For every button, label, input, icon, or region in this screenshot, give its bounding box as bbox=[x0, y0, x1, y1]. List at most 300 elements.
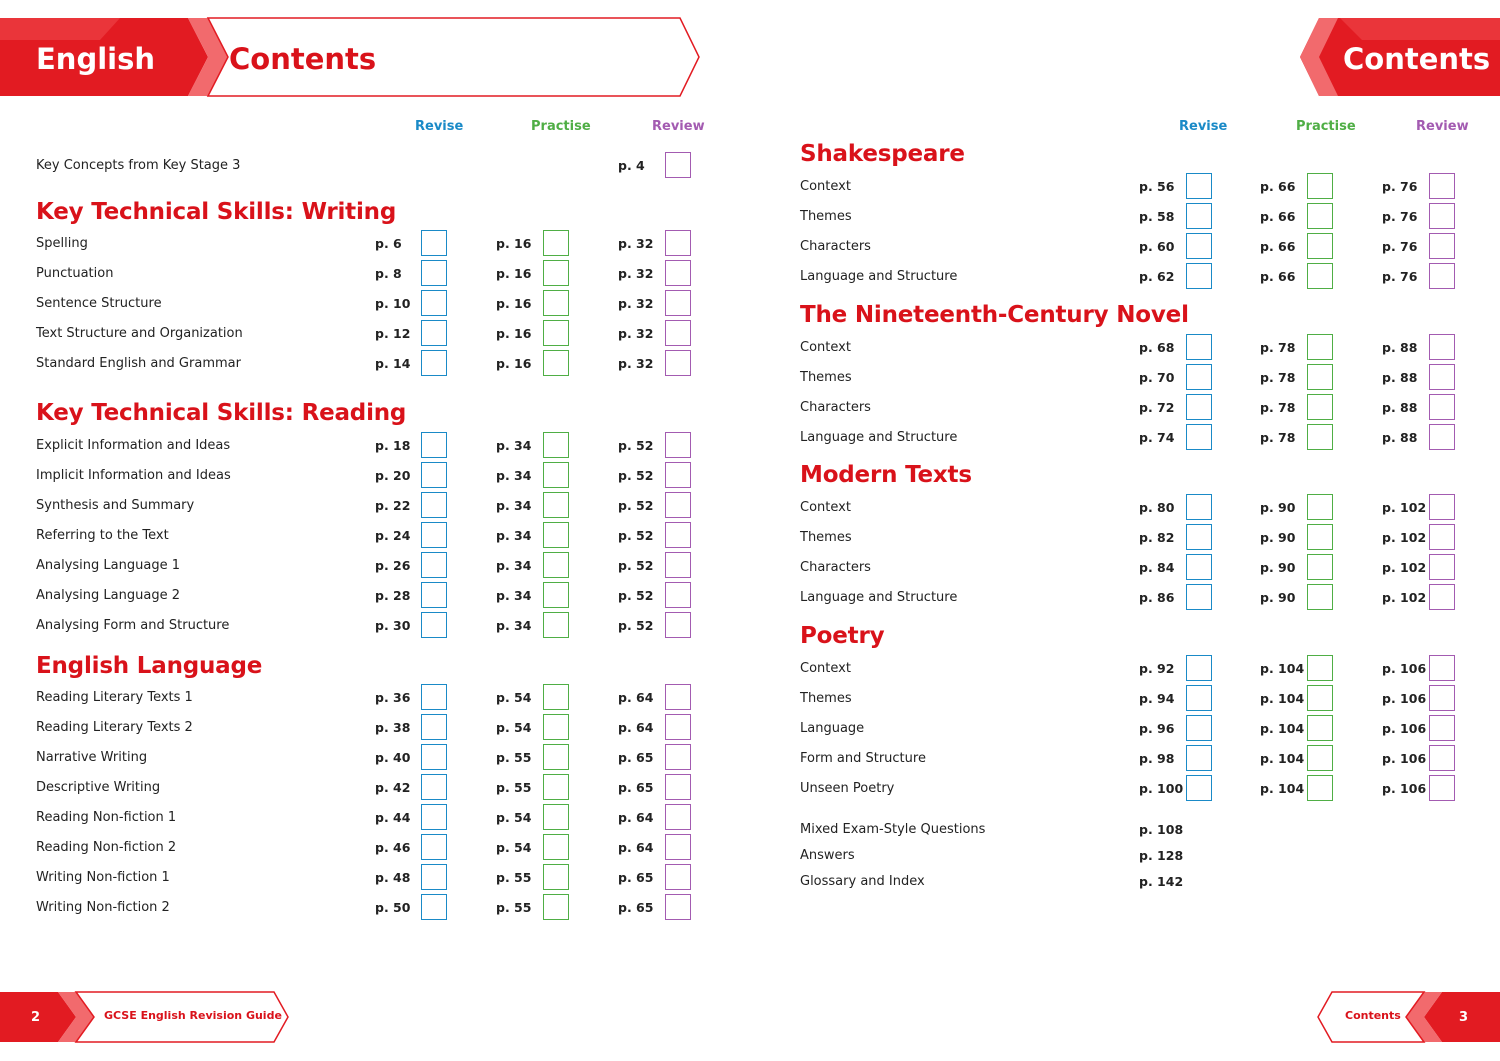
page-title-right: Contents bbox=[1343, 42, 1491, 76]
practise-page: p. 54 bbox=[496, 810, 532, 825]
revise-page: p. 56 bbox=[1139, 179, 1175, 194]
revise-checkbox[interactable] bbox=[421, 522, 447, 548]
column-header-revise: Revise bbox=[415, 119, 464, 134]
practise-checkbox[interactable] bbox=[543, 552, 569, 578]
practise-checkbox[interactable] bbox=[543, 230, 569, 256]
review-checkbox[interactable] bbox=[1429, 715, 1455, 741]
review-checkbox[interactable] bbox=[665, 290, 691, 316]
review-page: p. 76 bbox=[1382, 269, 1418, 284]
review-checkbox[interactable] bbox=[665, 684, 691, 710]
row-label: Themes bbox=[800, 209, 852, 224]
revise-checkbox[interactable] bbox=[1186, 554, 1212, 580]
review-page: p. 88 bbox=[1382, 430, 1418, 445]
row-label: Reading Literary Texts 2 bbox=[36, 720, 193, 735]
review-checkbox[interactable] bbox=[1429, 584, 1455, 610]
review-checkbox[interactable] bbox=[1429, 424, 1455, 450]
footer-book-title: GCSE English Revision Guide bbox=[104, 1009, 282, 1022]
revise-page: p. 14 bbox=[375, 356, 411, 371]
revise-checkbox[interactable] bbox=[421, 804, 447, 830]
row-label: Key Concepts from Key Stage 3 bbox=[36, 158, 241, 173]
review-page: p. 102 bbox=[1382, 560, 1427, 575]
row-label: Spelling bbox=[36, 236, 88, 251]
practise-checkbox[interactable] bbox=[543, 432, 569, 458]
review-checkbox[interactable] bbox=[1429, 334, 1455, 360]
row-label: Language and Structure bbox=[800, 269, 958, 284]
page-ref: p. 142 bbox=[1139, 874, 1184, 889]
contents-row bbox=[36, 611, 696, 641]
review-checkbox[interactable] bbox=[1429, 233, 1455, 259]
contents-row bbox=[36, 773, 696, 803]
row-label: Writing Non-fiction 1 bbox=[36, 870, 170, 885]
contents-row bbox=[800, 684, 1460, 714]
revise-page: p. 72 bbox=[1139, 400, 1175, 415]
contents-row bbox=[800, 393, 1460, 423]
practise-page: p. 90 bbox=[1260, 530, 1296, 545]
practise-page: p. 16 bbox=[496, 326, 532, 341]
practise-checkbox[interactable] bbox=[543, 744, 569, 770]
revise-checkbox[interactable] bbox=[421, 230, 447, 256]
review-checkbox[interactable] bbox=[1429, 494, 1455, 520]
practise-page: p. 104 bbox=[1260, 781, 1305, 796]
revise-page: p. 20 bbox=[375, 468, 411, 483]
contents-row-key-concepts bbox=[36, 151, 696, 181]
revise-checkbox[interactable] bbox=[421, 864, 447, 890]
revise-page: p. 50 bbox=[375, 900, 411, 915]
revise-checkbox[interactable] bbox=[421, 290, 447, 316]
page-number-left: 2 bbox=[31, 1010, 41, 1025]
contents-row bbox=[800, 423, 1460, 453]
contents-row bbox=[36, 863, 696, 893]
practise-checkbox[interactable] bbox=[543, 290, 569, 316]
row-label: Themes bbox=[800, 530, 852, 545]
practise-page: p. 66 bbox=[1260, 239, 1296, 254]
contents-row bbox=[800, 363, 1460, 393]
row-label: Referring to the Text bbox=[36, 528, 169, 543]
review-page: p. 106 bbox=[1382, 721, 1427, 736]
contents-row bbox=[36, 743, 696, 773]
practise-page: p. 78 bbox=[1260, 370, 1296, 385]
row-label: Standard English and Grammar bbox=[36, 356, 241, 371]
column-header-review-right: Review bbox=[1416, 119, 1469, 134]
revise-checkbox[interactable] bbox=[421, 714, 447, 740]
practise-page: p. 66 bbox=[1260, 209, 1296, 224]
review-page: p. 32 bbox=[618, 266, 654, 281]
row-label: Language bbox=[800, 721, 865, 736]
practise-checkbox[interactable] bbox=[543, 492, 569, 518]
revise-checkbox[interactable] bbox=[1186, 173, 1212, 199]
revise-page: p. 42 bbox=[375, 780, 411, 795]
contents-row bbox=[36, 581, 696, 611]
review-checkbox[interactable] bbox=[665, 350, 691, 376]
practise-page: p. 55 bbox=[496, 900, 532, 915]
review-page: p. 32 bbox=[618, 296, 654, 311]
contents-row bbox=[800, 523, 1460, 553]
review-page: p. 64 bbox=[618, 810, 654, 825]
practise-checkbox[interactable] bbox=[1307, 655, 1333, 681]
review-page: p. 88 bbox=[1382, 400, 1418, 415]
row-label: Descriptive Writing bbox=[36, 780, 161, 795]
contents-row bbox=[800, 202, 1460, 232]
review-checkbox[interactable] bbox=[665, 260, 691, 286]
review-checkbox[interactable] bbox=[665, 432, 691, 458]
revise-page: p. 38 bbox=[375, 720, 411, 735]
review-page: p. 88 bbox=[1382, 370, 1418, 385]
revise-checkbox[interactable] bbox=[1186, 233, 1212, 259]
practise-checkbox[interactable] bbox=[543, 864, 569, 890]
review-page: p. 52 bbox=[618, 468, 654, 483]
contents-row bbox=[36, 521, 696, 551]
review-page: p. 52 bbox=[618, 618, 654, 633]
revise-checkbox[interactable] bbox=[421, 684, 447, 710]
row-label: Unseen Poetry bbox=[800, 781, 895, 796]
practise-checkbox[interactable] bbox=[1307, 584, 1333, 610]
contents-row bbox=[800, 333, 1460, 363]
contents-row bbox=[36, 491, 696, 521]
review-checkbox[interactable] bbox=[1429, 554, 1455, 580]
review-page: p. 76 bbox=[1382, 179, 1418, 194]
practise-checkbox[interactable] bbox=[543, 804, 569, 830]
contents-row bbox=[800, 583, 1460, 613]
review-checkbox[interactable] bbox=[665, 320, 691, 346]
review-checkbox[interactable] bbox=[665, 804, 691, 830]
revise-page: p. 48 bbox=[375, 870, 411, 885]
row-label: Answers bbox=[800, 848, 855, 863]
review-page: p. 65 bbox=[618, 780, 654, 795]
review-page: p. 64 bbox=[618, 690, 654, 705]
practise-checkbox[interactable] bbox=[543, 522, 569, 548]
row-label: Characters bbox=[800, 400, 871, 415]
row-label: Reading Non-fiction 1 bbox=[36, 810, 177, 825]
revise-checkbox[interactable] bbox=[1186, 584, 1212, 610]
review-checkbox[interactable] bbox=[1429, 524, 1455, 550]
revise-checkbox[interactable] bbox=[1186, 334, 1212, 360]
revise-checkbox[interactable] bbox=[421, 834, 447, 860]
practise-page: p. 78 bbox=[1260, 340, 1296, 355]
revise-checkbox[interactable] bbox=[1186, 203, 1212, 229]
practise-page: p. 34 bbox=[496, 558, 532, 573]
row-label: Reading Non-fiction 2 bbox=[36, 840, 177, 855]
row-label: Characters bbox=[800, 239, 871, 254]
practise-checkbox[interactable] bbox=[543, 320, 569, 346]
review-checkbox[interactable] bbox=[665, 864, 691, 890]
contents-row bbox=[800, 172, 1460, 202]
review-checkbox[interactable] bbox=[665, 612, 691, 638]
review-page: p. 102 bbox=[1382, 590, 1427, 605]
review-page: p. 32 bbox=[618, 326, 654, 341]
revise-page: p. 96 bbox=[1139, 721, 1175, 736]
row-label: Narrative Writing bbox=[36, 750, 148, 765]
practise-page: p. 104 bbox=[1260, 721, 1305, 736]
review-page: p. 52 bbox=[618, 498, 654, 513]
practise-page: p. 78 bbox=[1260, 430, 1296, 445]
practise-checkbox[interactable] bbox=[1307, 685, 1333, 711]
contents-row bbox=[36, 713, 696, 743]
page-number-right: 3 bbox=[1459, 1010, 1469, 1025]
row-label: Themes bbox=[800, 691, 852, 706]
revise-page: p. 46 bbox=[375, 840, 411, 855]
revise-checkbox[interactable] bbox=[421, 492, 447, 518]
practise-page: p. 16 bbox=[496, 266, 532, 281]
revise-page: p. 26 bbox=[375, 558, 411, 573]
section-title: Poetry bbox=[800, 623, 885, 649]
review-page: p. 52 bbox=[618, 558, 654, 573]
review-page: p. 102 bbox=[1382, 500, 1427, 515]
revise-checkbox[interactable] bbox=[1186, 524, 1212, 550]
revise-page: p. 86 bbox=[1139, 590, 1175, 605]
row-label: Language and Structure bbox=[800, 430, 958, 445]
column-header-revise-right: Revise bbox=[1179, 119, 1228, 134]
review-checkbox[interactable] bbox=[1429, 173, 1455, 199]
row-label: Context bbox=[800, 340, 851, 355]
practise-page: p. 66 bbox=[1260, 179, 1296, 194]
footer-section-title: Contents bbox=[1345, 1009, 1401, 1022]
row-label: Context bbox=[800, 500, 851, 515]
practise-checkbox[interactable] bbox=[543, 774, 569, 800]
row-label: Reading Literary Texts 1 bbox=[36, 690, 193, 705]
revise-page: p. 94 bbox=[1139, 691, 1175, 706]
practise-checkbox[interactable] bbox=[543, 582, 569, 608]
contents-row bbox=[36, 461, 696, 491]
revise-checkbox[interactable] bbox=[421, 612, 447, 638]
practise-page: p. 16 bbox=[496, 236, 532, 251]
row-label: Analysing Language 2 bbox=[36, 588, 180, 603]
practise-checkbox[interactable] bbox=[1307, 233, 1333, 259]
practise-page: p. 66 bbox=[1260, 269, 1296, 284]
contents-row-extra bbox=[800, 867, 1200, 897]
practise-page: p. 34 bbox=[496, 438, 532, 453]
contents-row bbox=[800, 654, 1460, 684]
practise-page: p. 54 bbox=[496, 720, 532, 735]
contents-row bbox=[36, 349, 696, 379]
revise-page: p. 12 bbox=[375, 326, 411, 341]
row-label: Context bbox=[800, 661, 851, 676]
revise-checkbox[interactable] bbox=[1186, 745, 1212, 771]
practise-checkbox[interactable] bbox=[1307, 554, 1333, 580]
review-checkbox[interactable] bbox=[1429, 775, 1455, 801]
review-checkbox[interactable] bbox=[1429, 685, 1455, 711]
review-checkbox[interactable] bbox=[665, 582, 691, 608]
practise-page: p. 55 bbox=[496, 750, 532, 765]
review-checkbox[interactable] bbox=[665, 230, 691, 256]
review-checkbox[interactable] bbox=[665, 522, 691, 548]
page-ref: p. 128 bbox=[1139, 848, 1184, 863]
practise-checkbox[interactable] bbox=[1307, 334, 1333, 360]
column-header-practise-right: Practise bbox=[1296, 119, 1356, 134]
practise-page: p. 90 bbox=[1260, 560, 1296, 575]
practise-checkbox[interactable] bbox=[1307, 173, 1333, 199]
review-page: p. 32 bbox=[618, 236, 654, 251]
revise-checkbox[interactable] bbox=[421, 744, 447, 770]
practise-checkbox[interactable] bbox=[543, 612, 569, 638]
contents-row bbox=[800, 774, 1460, 804]
page-ref: p. 108 bbox=[1139, 822, 1184, 837]
section-title: Modern Texts bbox=[800, 462, 972, 488]
revise-checkbox[interactable] bbox=[421, 774, 447, 800]
review-page: p. 32 bbox=[618, 356, 654, 371]
contents-row bbox=[36, 833, 696, 863]
review-checkbox[interactable] bbox=[665, 714, 691, 740]
column-header-review: Review bbox=[652, 119, 705, 134]
contents-row bbox=[800, 232, 1460, 262]
practise-checkbox[interactable] bbox=[543, 714, 569, 740]
contents-row bbox=[36, 803, 696, 833]
revise-page: p. 62 bbox=[1139, 269, 1175, 284]
practise-checkbox[interactable] bbox=[1307, 775, 1333, 801]
practise-checkbox[interactable] bbox=[1307, 263, 1333, 289]
review-page: p. 88 bbox=[1382, 340, 1418, 355]
contents-row bbox=[36, 431, 696, 461]
review-page: p. 106 bbox=[1382, 781, 1427, 796]
row-label: Implicit Information and Ideas bbox=[36, 468, 231, 483]
practise-page: p. 34 bbox=[496, 498, 532, 513]
revise-page: p. 68 bbox=[1139, 340, 1175, 355]
revise-page: p. 24 bbox=[375, 528, 411, 543]
revise-page: p. 6 bbox=[375, 236, 402, 251]
revise-checkbox[interactable] bbox=[1186, 775, 1212, 801]
review-checkbox[interactable] bbox=[1429, 745, 1455, 771]
contents-row bbox=[800, 714, 1460, 744]
practise-page: p. 54 bbox=[496, 840, 532, 855]
review-checkbox[interactable] bbox=[665, 774, 691, 800]
row-label: Mixed Exam-Style Questions bbox=[800, 822, 986, 837]
row-label: Context bbox=[800, 179, 851, 194]
section-title: Key Technical Skills: Writing bbox=[36, 199, 397, 225]
contents-row bbox=[36, 551, 696, 581]
practise-page: p. 34 bbox=[496, 588, 532, 603]
review-page: p. 102 bbox=[1382, 530, 1427, 545]
row-label: Punctuation bbox=[36, 266, 114, 281]
contents-row bbox=[800, 744, 1460, 774]
practise-checkbox[interactable] bbox=[543, 462, 569, 488]
review-checkbox[interactable] bbox=[665, 552, 691, 578]
revise-checkbox[interactable] bbox=[421, 582, 447, 608]
practise-page: p. 90 bbox=[1260, 500, 1296, 515]
section-title: Shakespeare bbox=[800, 141, 965, 167]
review-page: p. 65 bbox=[618, 750, 654, 765]
review-checkbox[interactable] bbox=[1429, 364, 1455, 390]
review-checkbox[interactable] bbox=[665, 834, 691, 860]
revise-page: p. 98 bbox=[1139, 751, 1175, 766]
practise-checkbox[interactable] bbox=[1307, 424, 1333, 450]
contents-row bbox=[36, 289, 696, 319]
practise-checkbox[interactable] bbox=[543, 834, 569, 860]
practise-checkbox[interactable] bbox=[543, 260, 569, 286]
practise-checkbox[interactable] bbox=[1307, 524, 1333, 550]
revise-checkbox[interactable] bbox=[1186, 394, 1212, 420]
contents-row bbox=[36, 229, 696, 259]
review-page: p. 65 bbox=[618, 900, 654, 915]
revise-page: p. 10 bbox=[375, 296, 411, 311]
contents-row bbox=[36, 319, 696, 349]
practise-page: p. 55 bbox=[496, 780, 532, 795]
revise-checkbox[interactable] bbox=[421, 462, 447, 488]
revise-checkbox[interactable] bbox=[1186, 364, 1212, 390]
row-label: Language and Structure bbox=[800, 590, 958, 605]
practise-checkbox[interactable] bbox=[1307, 394, 1333, 420]
review-checkbox[interactable] bbox=[1429, 655, 1455, 681]
revise-checkbox[interactable] bbox=[1186, 494, 1212, 520]
review-page: p. 64 bbox=[618, 720, 654, 735]
row-label: Sentence Structure bbox=[36, 296, 162, 311]
practise-page: p. 54 bbox=[496, 690, 532, 705]
revise-checkbox[interactable] bbox=[1186, 263, 1212, 289]
review-checkbox[interactable] bbox=[665, 492, 691, 518]
review-page: p. 65 bbox=[618, 870, 654, 885]
contents-row bbox=[36, 259, 696, 289]
practise-checkbox[interactable] bbox=[1307, 203, 1333, 229]
row-label: Analysing Form and Structure bbox=[36, 618, 230, 633]
practise-page: p. 90 bbox=[1260, 590, 1296, 605]
revise-checkbox[interactable] bbox=[421, 260, 447, 286]
revise-page: p. 18 bbox=[375, 438, 411, 453]
revise-page: p. 28 bbox=[375, 588, 411, 603]
revise-checkbox[interactable] bbox=[1186, 655, 1212, 681]
page-title: Contents bbox=[229, 42, 377, 76]
revise-page: p. 74 bbox=[1139, 430, 1175, 445]
review-checkbox[interactable] bbox=[1429, 203, 1455, 229]
review-checkbox[interactable] bbox=[1429, 263, 1455, 289]
row-label: Analysing Language 1 bbox=[36, 558, 180, 573]
contents-row bbox=[800, 493, 1460, 523]
revise-checkbox[interactable] bbox=[1186, 715, 1212, 741]
practise-page: p. 16 bbox=[496, 356, 532, 371]
revise-page: p. 80 bbox=[1139, 500, 1175, 515]
practise-checkbox[interactable] bbox=[1307, 745, 1333, 771]
row-label: Explicit Information and Ideas bbox=[36, 438, 231, 453]
section-title: English Language bbox=[36, 653, 263, 679]
practise-checkbox[interactable] bbox=[1307, 364, 1333, 390]
revise-checkbox[interactable] bbox=[421, 350, 447, 376]
practise-page: p. 34 bbox=[496, 468, 532, 483]
row-label: Glossary and Index bbox=[800, 874, 925, 889]
review-page: p. 52 bbox=[618, 588, 654, 603]
review-checkbox[interactable] bbox=[665, 152, 691, 178]
revise-checkbox[interactable] bbox=[421, 432, 447, 458]
practise-page: p. 78 bbox=[1260, 400, 1296, 415]
review-checkbox[interactable] bbox=[665, 894, 691, 920]
practise-page: p. 34 bbox=[496, 528, 532, 543]
revise-page: p. 58 bbox=[1139, 209, 1175, 224]
revise-checkbox[interactable] bbox=[1186, 424, 1212, 450]
revise-checkbox[interactable] bbox=[421, 320, 447, 346]
review-checkbox[interactable] bbox=[1429, 394, 1455, 420]
row-label: Themes bbox=[800, 370, 852, 385]
contents-row bbox=[800, 262, 1460, 292]
revise-page: p. 70 bbox=[1139, 370, 1175, 385]
revise-page: p. 22 bbox=[375, 498, 411, 513]
revise-page: p. 92 bbox=[1139, 661, 1175, 676]
revise-page: p. 84 bbox=[1139, 560, 1175, 575]
revise-checkbox[interactable] bbox=[421, 894, 447, 920]
review-checkbox[interactable] bbox=[665, 744, 691, 770]
practise-checkbox[interactable] bbox=[543, 350, 569, 376]
revise-checkbox[interactable] bbox=[1186, 685, 1212, 711]
review-page: p. 106 bbox=[1382, 691, 1427, 706]
practise-checkbox[interactable] bbox=[1307, 494, 1333, 520]
practise-page: p. 16 bbox=[496, 296, 532, 311]
revise-checkbox[interactable] bbox=[421, 552, 447, 578]
revise-page: p. 30 bbox=[375, 618, 411, 633]
practise-checkbox[interactable] bbox=[543, 894, 569, 920]
practise-page: p. 34 bbox=[496, 618, 532, 633]
practise-page: p. 104 bbox=[1260, 751, 1305, 766]
review-page: p. 106 bbox=[1382, 751, 1427, 766]
review-checkbox[interactable] bbox=[665, 462, 691, 488]
row-label: Text Structure and Organization bbox=[36, 326, 243, 341]
practise-checkbox[interactable] bbox=[543, 684, 569, 710]
practise-checkbox[interactable] bbox=[1307, 715, 1333, 741]
revise-page: p. 36 bbox=[375, 690, 411, 705]
